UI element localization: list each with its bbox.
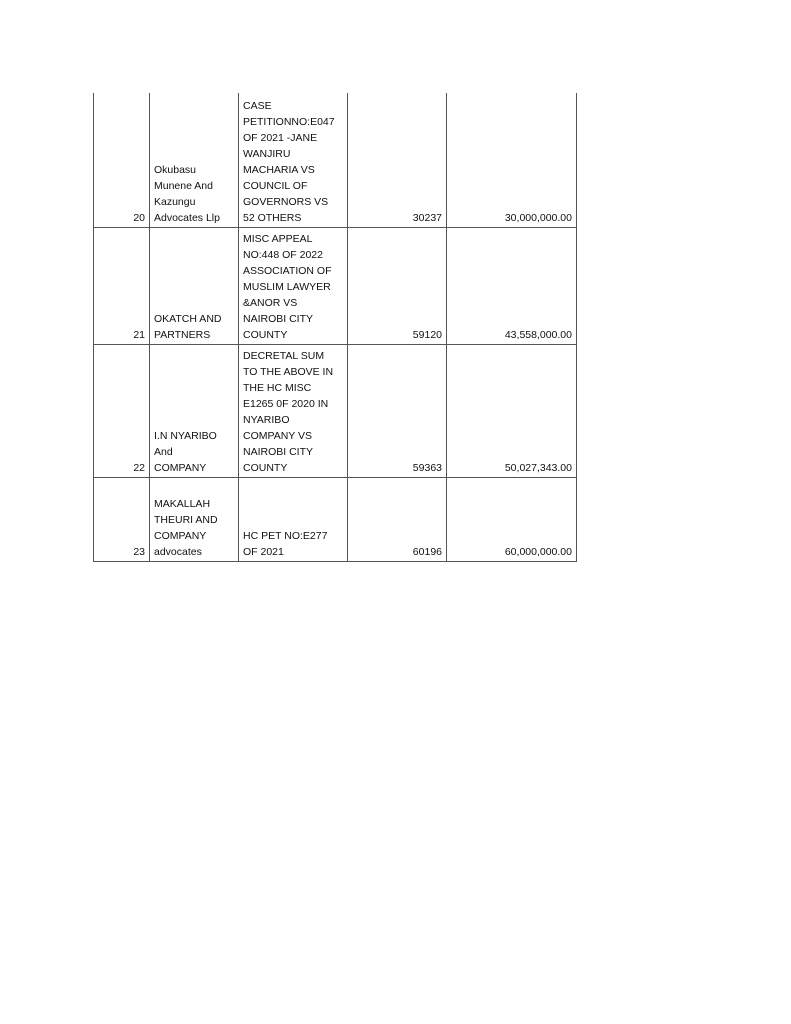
row-number: 21: [94, 228, 150, 345]
row-number: 22: [94, 345, 150, 478]
case-description: MISC APPEAL NO:448 OF 2022 ASSOCIATION OF MUSLIM LAWYER &ANOR VS NAIROBI CITY COUNTY: [239, 228, 348, 345]
amount: 43,558,000.00: [447, 228, 577, 345]
reference-number: 30237: [348, 93, 447, 228]
table-row: [94, 478, 577, 562]
case-description: HC PET NO:E277 OF 2021: [239, 478, 348, 562]
row-number: 20: [94, 93, 150, 228]
table-row: [94, 345, 577, 478]
amount: 60,000,000.00: [447, 478, 577, 562]
table-row: [94, 93, 577, 228]
advocate-firm: OKATCH AND PARTNERS: [150, 228, 239, 345]
reference-number: 60196: [348, 478, 447, 562]
row-number: 23: [94, 478, 150, 562]
amount: 50,027,343.00: [447, 345, 577, 478]
advocate-firm: MAKALLAH THEURI AND COMPANY advocates: [150, 478, 239, 562]
amount: 30,000,000.00: [447, 93, 577, 228]
advocate-firm: Okubasu Munene And Kazungu Advocates Llp: [150, 93, 239, 228]
reference-number: 59120: [348, 228, 447, 345]
payments-table: [93, 93, 577, 562]
case-description: CASE PETITIONNO:E047 OF 2021 -JANE WANJIRU MACHARIA VS COUNCIL OF GOVERNORS VS 52 OTHERS: [239, 93, 348, 228]
reference-number: 59363: [348, 345, 447, 478]
advocate-firm: I.N NYARIBO And COMPANY: [150, 345, 239, 478]
case-description: DECRETAL SUM TO THE ABOVE IN THE HC MISC E1265 0F 2020 IN NYARIBO COMPANY VS NAIROBI CITY COUNTY: [239, 345, 348, 478]
table-row: [94, 228, 577, 345]
